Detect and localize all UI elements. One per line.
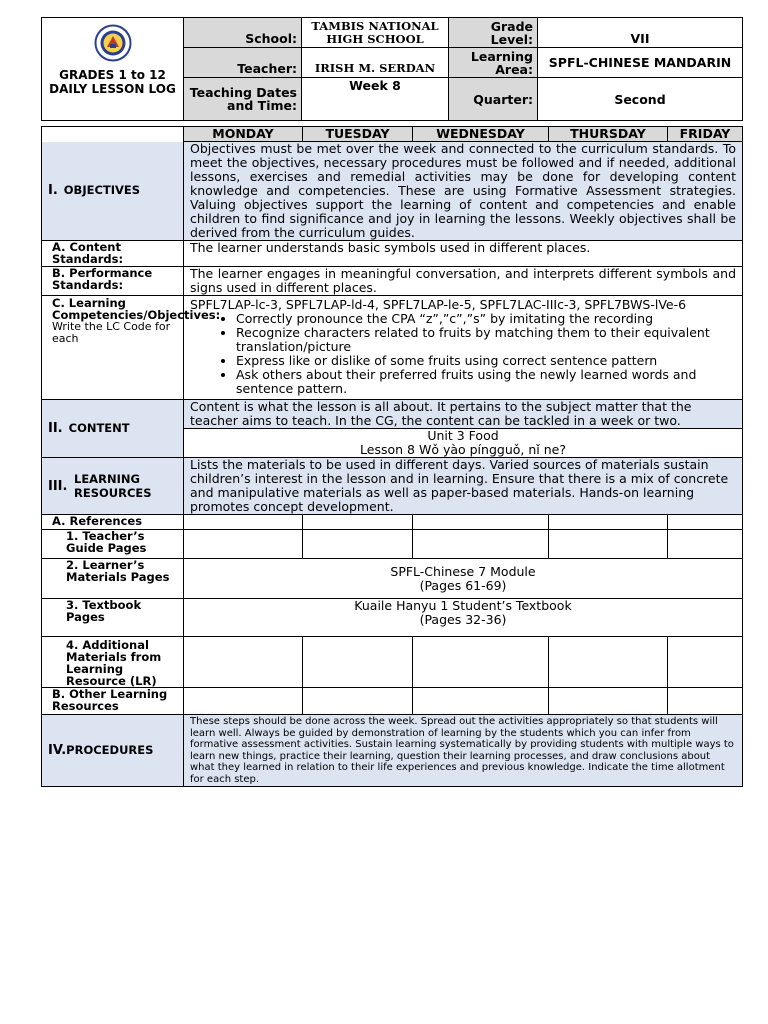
resources-row bbox=[42, 458, 743, 515]
procedures-heading bbox=[42, 715, 184, 787]
additional-materials-label: 4. Additional Materials from Learning Resource (LR) bbox=[42, 637, 184, 688]
competency-list bbox=[190, 312, 736, 396]
competencies-content bbox=[184, 296, 743, 400]
quarter-label: Quarter: bbox=[449, 78, 538, 121]
performance-standards-text: The learner engages in meaningful conversation, and interprets different symbols and signs used in different places. bbox=[184, 267, 743, 296]
competency-item: • Ask others about their preferred fruits using the newly learned words and sentence pattern. bbox=[236, 368, 736, 396]
textbook-cell bbox=[184, 599, 743, 637]
procedures-row bbox=[42, 715, 743, 787]
school-label: School: bbox=[184, 18, 302, 48]
content-text: Content is what the lesson is all about. It pertains to the subject matter that the teacher aims to teach. In the CG, the content can be tackled in a week or two. bbox=[184, 400, 743, 429]
content-roman: II. bbox=[48, 421, 63, 436]
textbook-label: 3. Textbook Pages bbox=[42, 599, 184, 637]
lesson-log-table bbox=[41, 126, 743, 787]
other-resources-label: B. Other Learning Resources bbox=[42, 688, 184, 715]
resources-roman: III. bbox=[48, 478, 68, 494]
textbook-pages: (Pages 32-36) bbox=[419, 612, 507, 627]
content-heading bbox=[42, 400, 184, 458]
objectives-roman: I. bbox=[48, 183, 58, 199]
school-value: TAMBIS NATIONAL HIGH SCHOOL bbox=[302, 18, 449, 48]
lesson-title: Lesson 8 Wǒ yào píngguǒ, nǐ ne? bbox=[360, 442, 566, 457]
competency-item: • Express like or dislike of some fruits using correct sentence pattern bbox=[236, 354, 736, 368]
learning-area-label: Learning Area: bbox=[449, 48, 538, 78]
performance-standards-label: B. Performance Standards: bbox=[42, 267, 184, 296]
teaching-dates-label: Teaching Dates and Time: bbox=[184, 78, 302, 121]
procedures-label: PROCEDURES bbox=[66, 743, 154, 757]
competency-codes: SPFL7LAP-lc-3, SPFL7LAP-ld-4, SPFL7LAP-le-5, SPFL7LAC-IIIc-3, SPFL7BWS-lVe-6 bbox=[190, 297, 687, 312]
content-standards-row bbox=[42, 241, 743, 267]
learner-materials-cell bbox=[184, 559, 743, 599]
resources-text: Lists the materials to be used in different days. Varied sources of materials sustain children’s interest in the lesson and in learning. Ensure that there is a mix of concrete and manipulative materials as well as paper-based materials. Hands-on learning promotes concept development. bbox=[184, 458, 743, 515]
competencies-row bbox=[42, 296, 743, 400]
teacher-value: IRISH M. SERDAN bbox=[302, 48, 449, 78]
day-friday: FRIDAY bbox=[668, 127, 743, 142]
log-title: GRADES 1 to 12 DAILY LESSON LOG bbox=[49, 68, 176, 96]
textbook-row bbox=[42, 599, 743, 637]
lesson-title-cell bbox=[184, 429, 743, 458]
learner-materials-row bbox=[42, 559, 743, 599]
header-table bbox=[41, 17, 743, 121]
resources-heading bbox=[42, 458, 184, 515]
day-thursday: THURSDAY bbox=[549, 127, 668, 142]
references-label: A. References bbox=[42, 515, 184, 530]
performance-standards-row bbox=[42, 267, 743, 296]
textbook-value: Kuaile Hanyu 1 Student’s Textbook bbox=[354, 598, 572, 613]
deped-seal-icon bbox=[93, 24, 133, 62]
objectives-text: Objectives must be met over the week and connected to the curriculum standards. To meet the objectives, necessary procedures must be followed and if needed, additional lessons, exercises and remedial activities may be done for developing content knowledge and competencies. These are using Formative Assessment strategies. Valuing objectives support the learning of content and competencies and enable children to find significance and joy in learning the lessons. Weekly objectives shall be derived from the curriculum guides. bbox=[184, 142, 743, 241]
day-tuesday: TUESDAY bbox=[303, 127, 413, 142]
teacher-guide-row bbox=[42, 530, 743, 559]
competencies-label: C. Learning Competencies/Objectives: bbox=[52, 296, 221, 322]
logo-cell bbox=[42, 18, 184, 121]
competency-item: • Correctly pronounce the CPA “z”,”c”,”s” by imitating the recording bbox=[236, 312, 736, 326]
content-row bbox=[42, 400, 743, 429]
resources-label: LEARNING RESOURCES bbox=[74, 472, 152, 500]
additional-materials-row bbox=[42, 637, 743, 688]
teaching-dates-value: Week 8 bbox=[302, 78, 449, 121]
content-standards-label: A. Content Standards: bbox=[42, 241, 184, 267]
learner-materials-pages: (Pages 61-69) bbox=[419, 577, 507, 593]
grade-level-value: VII bbox=[538, 18, 743, 48]
procedures-text: These steps should be done across the week. Spread out the activities appropriately so that students will learn well. Always be guided by demonstration of learning by the students which you can infer from formative assessment activities. Sustain learning systematically by providing students with multiple ways to learn new things, practice their learning, question their learning processes, and draw conclusions about what they learned in relation to their life experiences and previous knowledge. Indicate the time allotment for each step. bbox=[184, 715, 743, 787]
learner-materials-label: 2. Learner’s Materials Pages bbox=[42, 559, 184, 599]
teacher-guide-label: 1. Teacher’s Guide Pages bbox=[42, 530, 184, 559]
grade-level-label: Grade Level: bbox=[449, 18, 538, 48]
objectives-row bbox=[42, 142, 743, 241]
objectives-label: OBJECTIVES bbox=[63, 183, 141, 198]
days-header-row bbox=[42, 127, 743, 142]
teacher-label: Teacher: bbox=[184, 48, 302, 78]
content-label: CONTENT bbox=[68, 421, 130, 435]
day-monday: MONDAY bbox=[184, 127, 303, 142]
references-row bbox=[42, 515, 743, 530]
competencies-cell bbox=[42, 296, 221, 400]
other-resources-row bbox=[42, 688, 743, 715]
unit-title: Unit 3 Food bbox=[427, 428, 499, 443]
quarter-value: Second bbox=[538, 78, 743, 121]
learning-area-value: SPFL-CHINESE MANDARIN bbox=[538, 48, 743, 78]
objectives-heading bbox=[42, 142, 184, 241]
learner-materials-value: SPFL-Chinese 7 Module bbox=[390, 563, 536, 579]
content-standards-text: The learner understands basic symbols used in different places. bbox=[184, 241, 743, 267]
competencies-note: Write the LC Code for each bbox=[52, 320, 171, 345]
procedures-roman: IV. bbox=[48, 743, 67, 758]
competency-item: • Recognize characters related to fruits by matching them to their equivalent translation/picture bbox=[236, 326, 736, 354]
day-wednesday: WEDNESDAY bbox=[413, 127, 549, 142]
